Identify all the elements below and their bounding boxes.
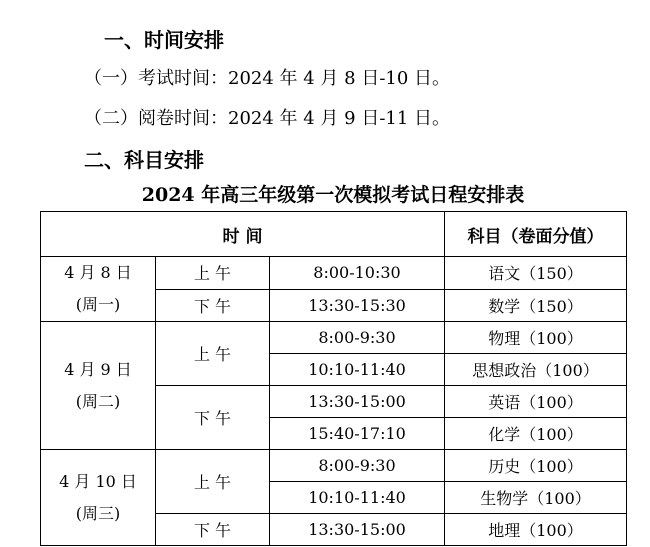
grading-dates-line: （二）阅卷时间：2024 年 4 月 9 日-11 日。	[84, 108, 451, 129]
table-caption: 2024 年高三年级第一次模拟考试日程安排表	[141, 184, 525, 206]
subject-cell: 生物学（100）	[445, 482, 627, 514]
date-cell	[41, 257, 156, 322]
subject-cell: 地理（100）	[445, 514, 627, 546]
date-cell	[41, 450, 156, 546]
period-cell: 下 午	[156, 386, 270, 450]
subject-cell: 数学（150）	[445, 289, 627, 322]
period-cell: 上 午	[156, 322, 270, 386]
date-text: 4 月 8 日	[64, 263, 132, 282]
period-cell: 下 午	[156, 514, 270, 546]
date-text: 4 月 9 日	[64, 359, 132, 379]
period-cell: 上 午	[156, 257, 270, 290]
weekday-text: (周三)	[75, 503, 121, 523]
date-text: 4 月 10 日	[59, 471, 137, 491]
subject-cell: 语文（150）	[445, 257, 627, 290]
table-row	[41, 450, 627, 482]
time-cell: 15:40-17:10	[270, 418, 445, 450]
time-cell: 13:30-15:00	[270, 514, 445, 546]
subject-cell: 物理（100）	[445, 322, 627, 354]
time-cell: 10:10-11:40	[270, 354, 445, 386]
subject-cell: 历史（100）	[445, 450, 627, 482]
time-cell: 8:00-9:30	[270, 322, 445, 354]
section-heading-schedule: 一、时间安排	[104, 28, 224, 52]
time-cell: 13:30-15:30	[270, 289, 445, 322]
table-row	[41, 257, 627, 290]
weekday-text: (周一)	[75, 295, 121, 314]
date-cell	[41, 322, 156, 450]
table-row	[41, 322, 627, 354]
section-heading-subjects: 二、科目安排	[84, 148, 204, 172]
exam-schedule-table	[40, 211, 627, 546]
subject-cell: 化学（100）	[445, 418, 627, 450]
time-cell: 8:00-10:30	[270, 257, 445, 290]
period-cell: 下 午	[156, 289, 270, 322]
subject-cell: 思想政治（100）	[445, 354, 627, 386]
header-subject: 科目（卷面分值）	[445, 212, 627, 257]
time-cell: 8:00-9:30	[270, 450, 445, 482]
time-cell: 10:10-11:40	[270, 482, 445, 514]
header-time: 时 间	[41, 212, 445, 257]
table-header-row	[41, 212, 627, 257]
exam-dates-line: （一）考试时间：2024 年 4 月 8 日-10 日。	[84, 68, 451, 89]
time-cell: 13:30-15:00	[270, 386, 445, 418]
subject-cell: 英语（100）	[445, 386, 627, 418]
weekday-text: (周二)	[75, 391, 121, 411]
period-cell: 上 午	[156, 450, 270, 514]
